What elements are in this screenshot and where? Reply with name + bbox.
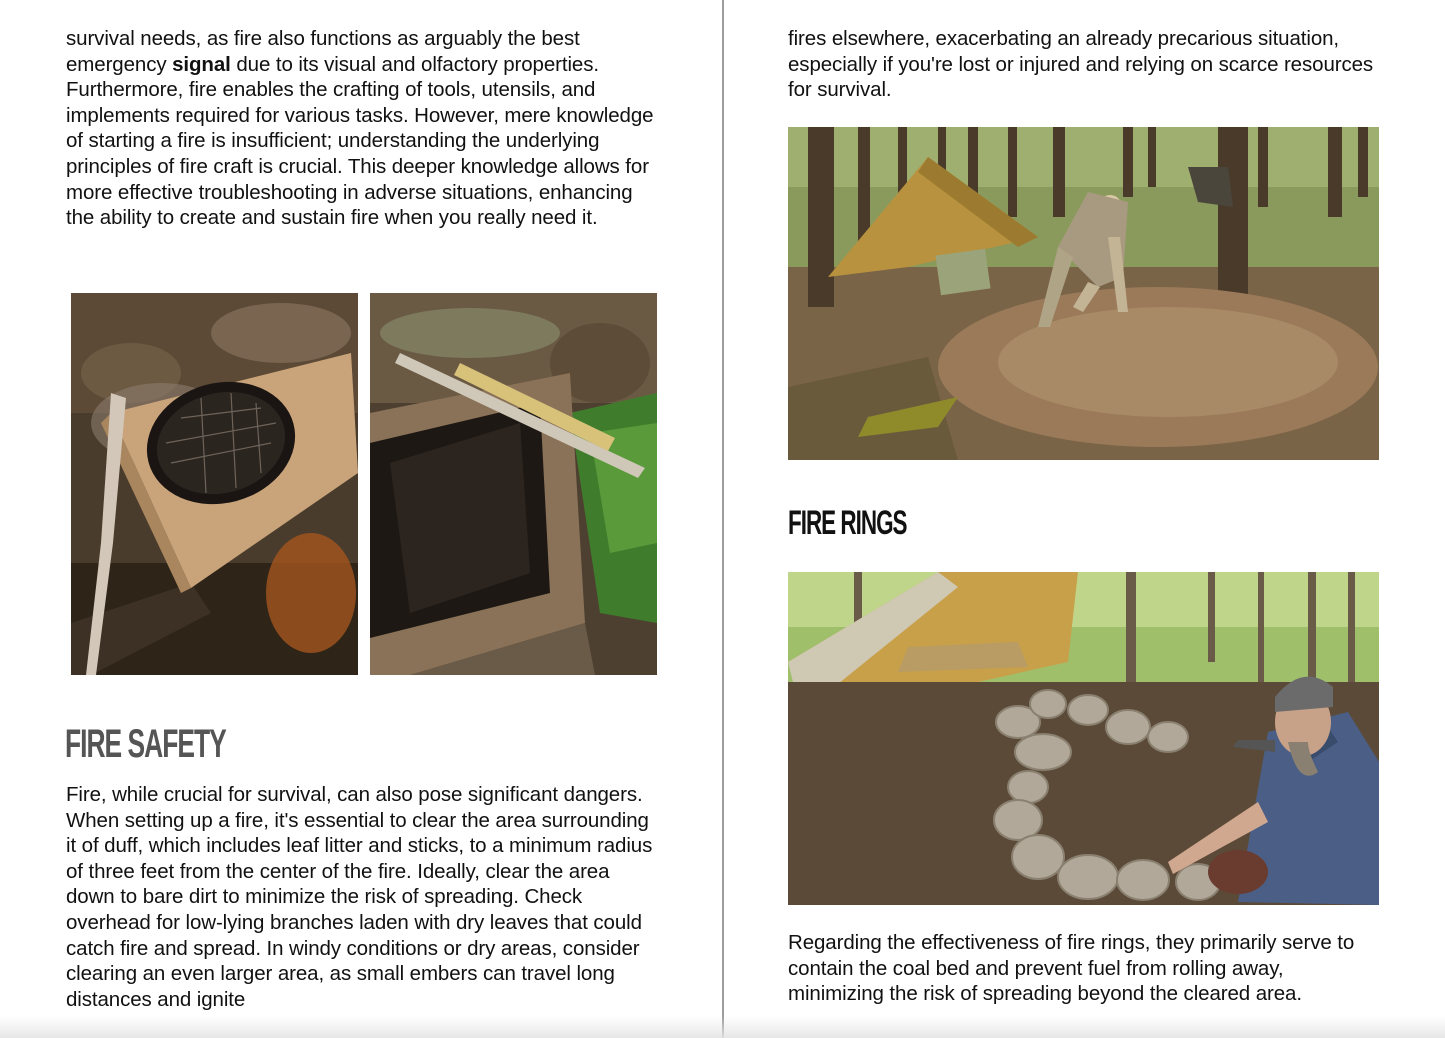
stone-fire-ring-illustration — [788, 572, 1379, 905]
fire-safety-paragraph: Fire, while crucial for survival, can also pose significant dangers. When setting up a fire, it's essential to clear the area surrounding it of duff, which includes leaf litter and sticks, to a minimum radius of three feet from the center of the fire. Ideally, clear the area down to bare dirt to minimize the risk of spreading. Check overhead for low-lying branches laden with dry leaves that could catch fire and spread. In windy conditions or dry areas, consider clearing an even larger area, as small embers can travel long distances and ignite — [66, 783, 653, 1011]
right-page — [724, 0, 1445, 1038]
intro-paragraph — [66, 26, 660, 231]
carved-log-trough-photo — [370, 293, 657, 675]
stone-fire-ring-photo — [788, 572, 1379, 905]
carved-log-trough-illustration — [370, 293, 657, 675]
fire-rings-heading: FIRE RINGS — [788, 504, 907, 542]
clearing-ground-illustration — [788, 127, 1379, 460]
continuation-paragraph: fires elsewhere, exacerbating an already precarious situation, especially if you're lost or injured and relying on scarce resources for survival. — [788, 27, 1374, 102]
intro-text-end: due to its visual and olfactory properties. Furthermore, fire enables the crafting of tools, utensils, and implements required for various tasks. However, mere knowledge of starting a fire is insufficient; understanding the underlying principles of fire craft is crucial. This deeper knowledge allows for more effective troubleshooting in adverse situations, enhancing the ability to create and sustain fire when you really need it. — [66, 52, 654, 230]
intro-text-start: survival needs, as fire also functions as arguably the best emergency — [66, 27, 580, 76]
left-page — [0, 0, 722, 1038]
fire-rings-paragraph: Regarding the effectiveness of fire rings, they primarily serve to contain the coal bed and prevent fuel from rolling away, minimizing the risk of spreading beyond the cleared area. — [788, 931, 1355, 1006]
burned-log-bowl-illustration — [71, 293, 358, 675]
burned-log-bowl-photo — [71, 293, 358, 675]
signal-bold-word: signal — [172, 52, 231, 76]
fire-safety-heading: FIRE SAFETY — [65, 722, 226, 766]
clearing-ground-photo — [788, 127, 1379, 460]
